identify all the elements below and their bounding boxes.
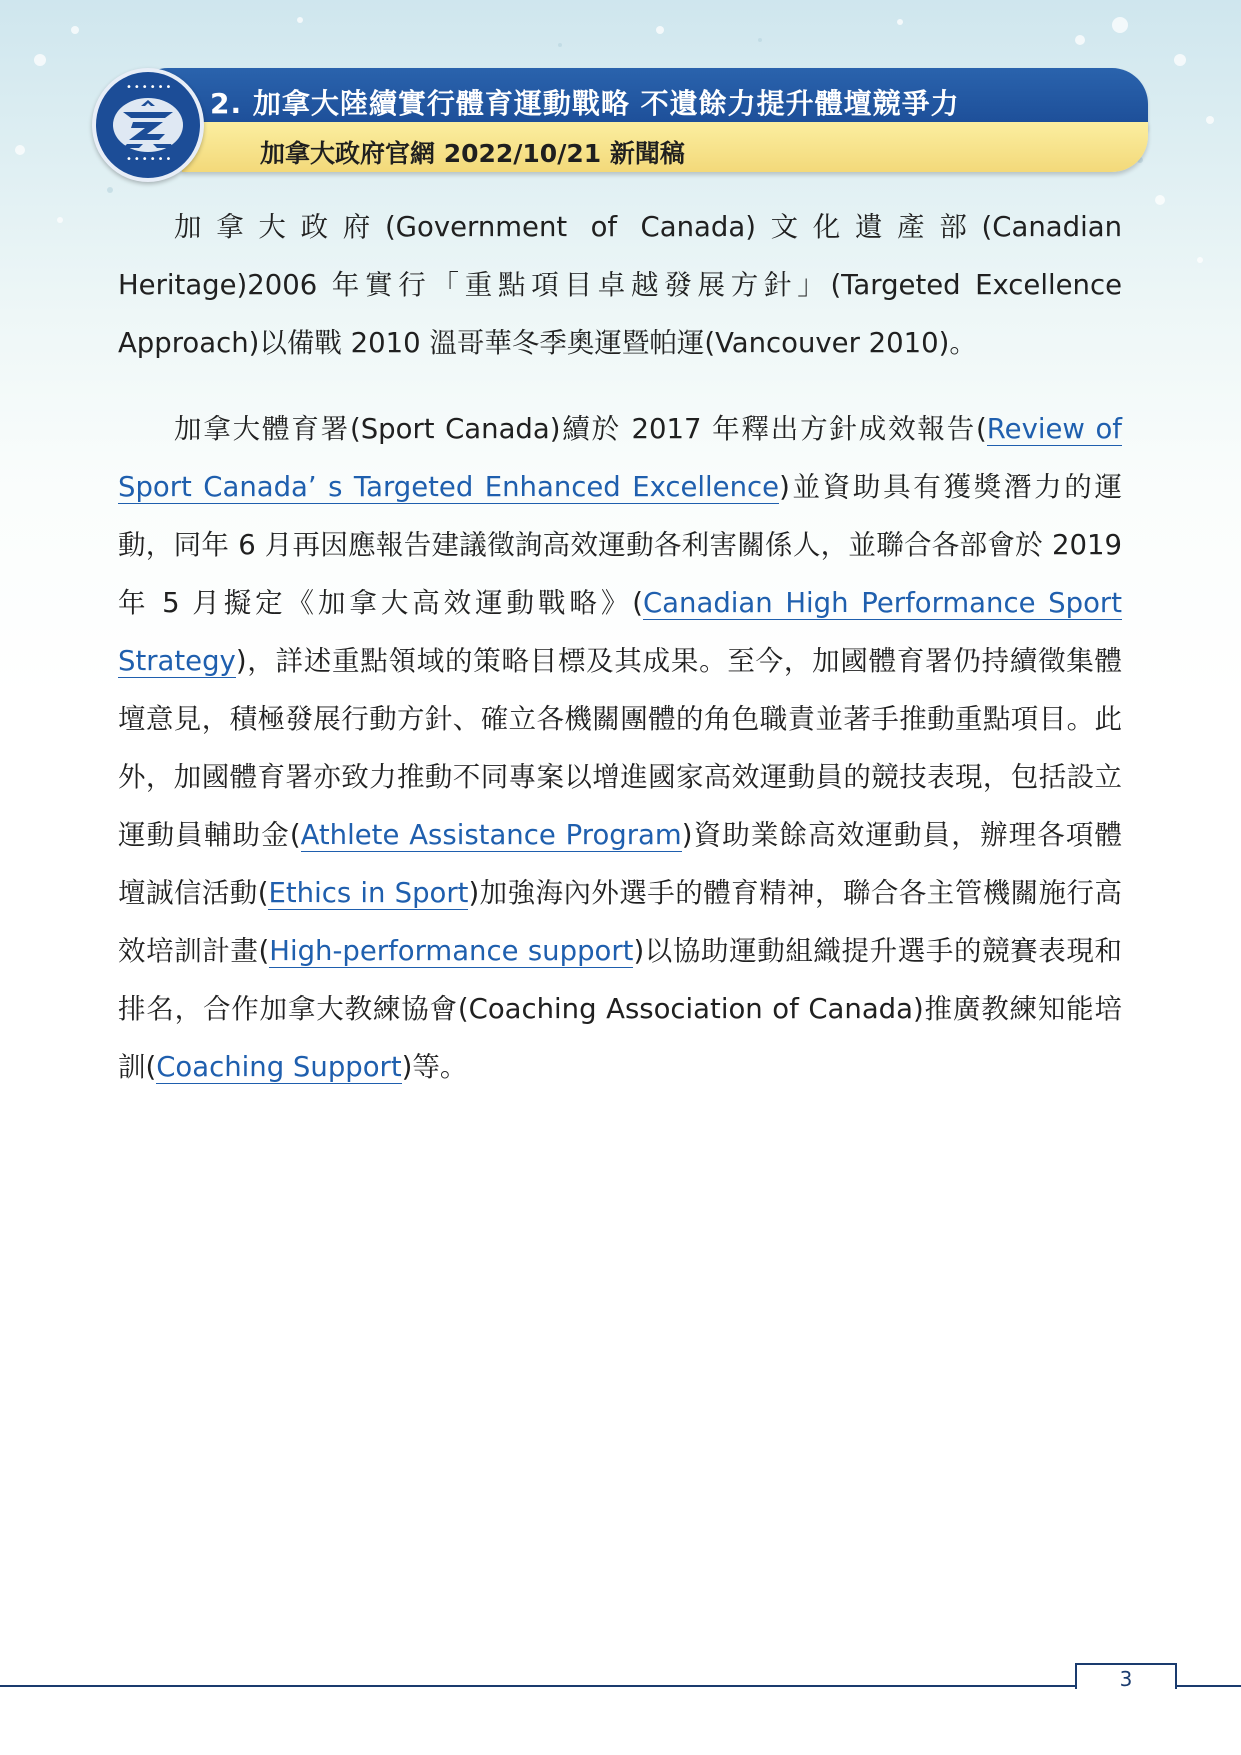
section-title: 2. 加拿大陸續實行體育運動戰略 不遺餘力提升體壇競爭力 — [210, 87, 960, 120]
paragraph-targeted-excellence: 加拿大政府(Government of Canada)文化遺產部(Canadian Heritage)2006 年實行「重點項目卓越發展方針」(Targeted Excellence Approach)以備戰 2010 溫哥華冬季奧運暨帕運(Vancouver 2010)。 — [118, 211, 1122, 359]
link-coaching-support[interactable]: Coaching Support — [156, 1051, 402, 1083]
paragraph-text: )資助業餘高效運動員，辦理各項體壇誠信活動( — [118, 819, 1122, 909]
article-body — [118, 198, 1122, 1096]
page-number: 3 — [1119, 1667, 1133, 1691]
paragraph-text: )加強海內外選手的體育精神，聯合各主管機關施行高效培訓計畫( — [118, 877, 1122, 967]
paragraph-text: )等。 — [401, 1051, 468, 1083]
link-high-performance-strategy[interactable]: Canadian High Performance Sport Strategy — [118, 587, 1122, 677]
section-header-banner — [92, 68, 1150, 178]
emblem-dots-bottom: •••••• — [126, 154, 174, 165]
paragraph-text: 加拿大體育署(Sport Canada)續於 2017 年釋出方針成效報告( — [174, 413, 987, 445]
section-subtitle: 加拿大政府官網 2022/10/21 新聞稿 — [260, 139, 685, 168]
link-athlete-assistance-program[interactable]: Athlete Assistance Program — [300, 819, 682, 851]
emblem-dots-top: •••••• — [126, 82, 174, 93]
emblem-inner — [113, 98, 183, 152]
link-review-targeted-excellence[interactable]: Review of Sport Canada’ s Targeted Enhanced Excellence — [118, 413, 1122, 503]
paragraph-text: )並資助具有獲獎潛力的運動，同年 6 月再因應報告建議徵詢高效運動各利害關係人，並聯合各部會於 2019 年 5 月擬定《加拿大高效運動戰略》( — [118, 471, 1122, 619]
page-number-tab — [1075, 1663, 1177, 1689]
paragraph-sport-canada — [118, 400, 1122, 1096]
paragraph-text: )，詳述重點領域的策略目標及其成果。至今，加國體育署仍持續徵集體壇意見，積極發展行動方針、確立各機關團體的角色職責並著手推動重點項目。此外，加國體育署亦致力推動不同專案以增進國家高效運動員的競技表現，包括設立運動員輔助金( — [118, 645, 1122, 851]
link-ethics-in-sport[interactable]: Ethics in Sport — [268, 877, 469, 909]
paragraph-text: )以協助運動組織提升選手的競賽表現和排名，合作加拿大教練協會(Coaching Association of Canada)推廣教練知能培訓( — [118, 935, 1122, 1083]
footer-rule — [0, 1685, 1241, 1687]
link-high-performance-support[interactable]: High-performance support — [269, 935, 634, 967]
emblem-figure-icon — [113, 98, 183, 152]
sports-emblem-icon — [92, 68, 204, 182]
